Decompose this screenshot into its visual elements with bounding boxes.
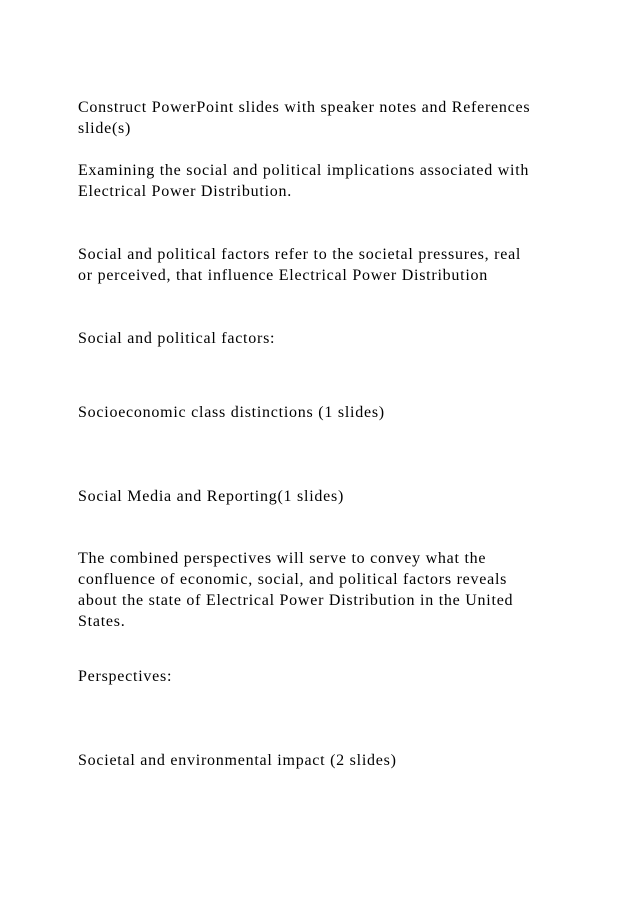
text-line: confluence of economic, social, and political factors reveals xyxy=(78,571,508,588)
text-line: Societal and environmental impact (2 slides) xyxy=(78,752,397,769)
combined-perspectives-paragraph xyxy=(78,548,558,632)
text-line: or perceived, that influence Electrical Power Distribution xyxy=(78,267,489,284)
text-line: Social Media and Reporting(1 slides) xyxy=(78,488,345,505)
text-line: Electrical Power Distribution. xyxy=(78,183,293,200)
factors-heading xyxy=(78,328,558,349)
text-line: Socioeconomic class distinctions (1 slides) xyxy=(78,404,385,421)
text-line: Social and political factors refer to the societal pressures, real xyxy=(78,246,522,263)
text-line: about the state of Electrical Power Distribution in the United xyxy=(78,592,514,609)
definition-paragraph xyxy=(78,244,558,286)
assignment-instruction xyxy=(78,97,558,139)
factor-item xyxy=(78,486,558,507)
text-line: Construct PowerPoint slides with speaker notes and References xyxy=(78,99,531,116)
text-line: Perspectives: xyxy=(78,668,173,685)
text-line: slide(s) xyxy=(78,120,132,137)
text-line: Social and political factors: xyxy=(78,330,276,347)
text-line: The combined perspectives will serve to convey what the xyxy=(78,550,487,567)
perspectives-heading xyxy=(78,666,558,687)
text-line: Examining the social and political implications associated with xyxy=(78,162,530,179)
assignment-topic xyxy=(78,160,558,202)
factor-item xyxy=(78,402,558,423)
perspective-item xyxy=(78,750,558,771)
text-line: States. xyxy=(78,613,126,630)
